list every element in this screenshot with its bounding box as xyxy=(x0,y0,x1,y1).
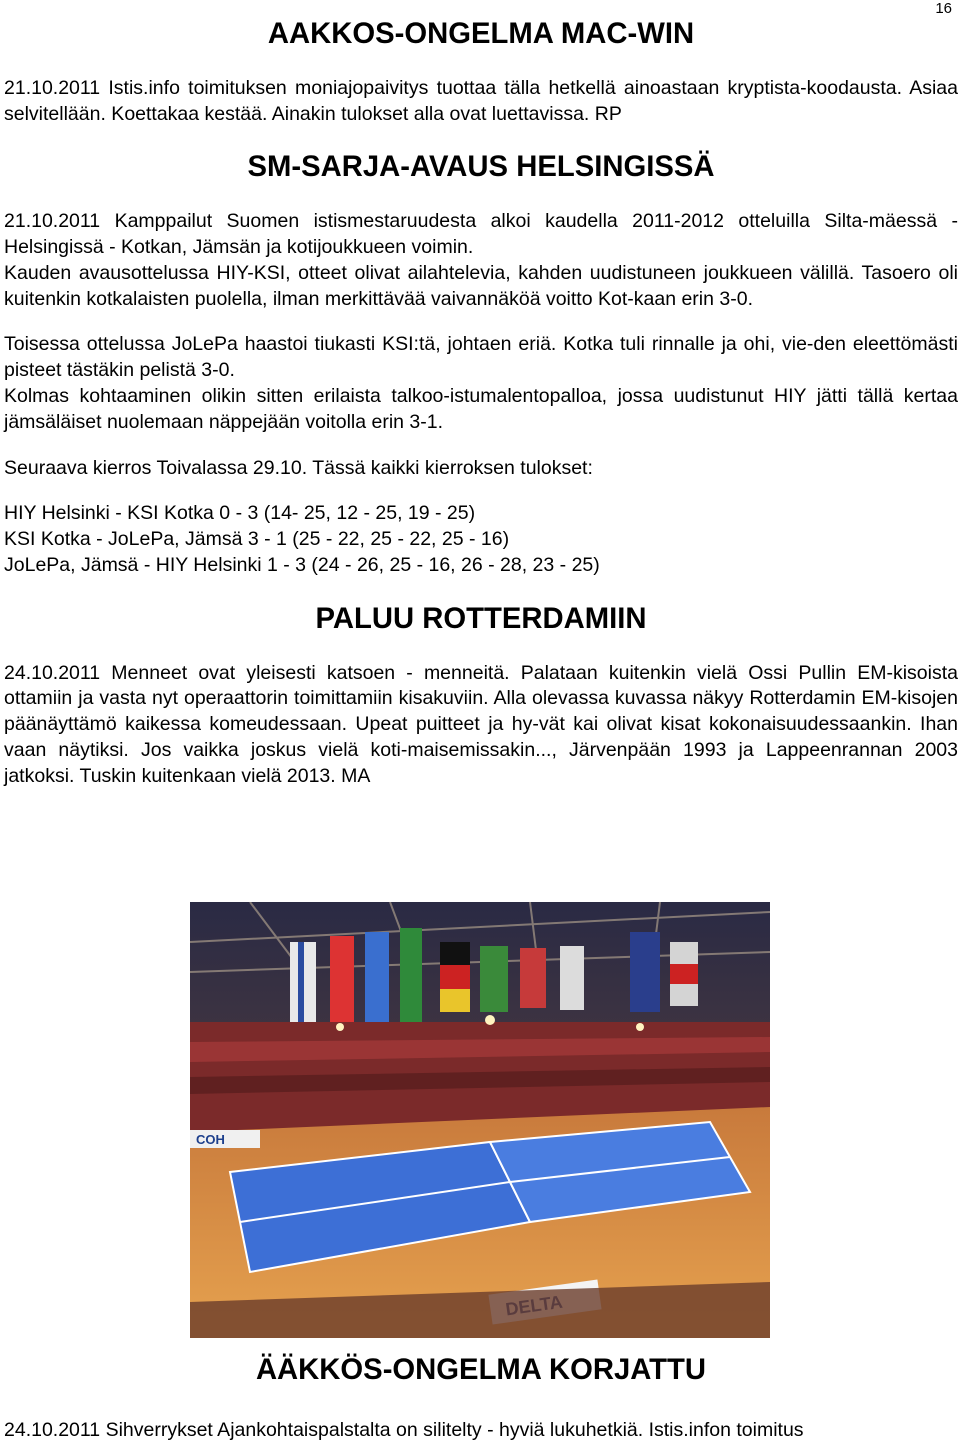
heading-sm-sarja: SM-SARJA-AVAUS HELSINGISSÄ xyxy=(247,151,715,184)
paragraph: 24.10.2011 Sihverrykset Ajankohtaispalstalta on silitelty - hyviä lukuhetkiä. Istis.infon toimitus xyxy=(4,1418,804,1441)
paragraph: 24.10.2011 Menneet ovat yleisesti katsoen - menneitä. Palataan kuitenkin vielä Ossi Pullin EM-kisoista ottamiin ja vasta nyt operaattorin toimittamiin kisakuviin. Alla olevassa kuvassa näkyy Rotterdamin EM-kisojen päänäyttämö kaikessa komeudessaan. Upeat puitteet ja hy-vät kai olivat kisat kokonaisuudessaankin. Ihan vaan näytiksi. Jos vaikka joskus vielä koti-maisemissakin..., Järvenpään 1993 ja Lappeenrannan 2003 jatkoksi. Tuskin kuitenkaan vielä 2013. MA xyxy=(4,661,958,787)
arena-photo xyxy=(190,902,770,1338)
paragraph: 21.10.2011 Kamppailut Suomen istismestaruudesta alkoi kaudella 2011-2012 otteluilla Silta-mäessä - Helsingissä - Kotkan, Jämsän ja kotijoukkueen voimin. xyxy=(4,210,958,258)
result-line: HIY Helsinki - KSI Kotka 0 - 3 (14- 25, 12 - 25, 19 - 25) xyxy=(4,502,476,525)
paragraph: 21.10.2011 Istis.info toimituksen moniajopaivitys tuottaa tälla hetkellä ainoastaan kryptista-koodausta. Asiaa selvitellään. Koettakaa kestää. Ainakin tulokset alla ovat luettavissa. RP xyxy=(4,76,958,125)
section-korjattu xyxy=(4,1354,958,1444)
paragraph: Kauden avausottelussa HIY-KSI, otteet olivat ailahtelevia, kahden uudistuneen joukkueen välillä. Tasoero oli kuitenkin kotkalaisten puolella, ilman merkittävää vaivannäköä voitto Kot-kaan erin 3-0. xyxy=(4,261,958,310)
result-line: KSI Kotka - JoLePa, Jämsä 3 - 1 (25 - 22, 25 - 22, 25 - 16) xyxy=(4,528,510,551)
svg-text:COH: COH xyxy=(196,1132,225,1147)
result-line: JoLePa, Jämsä - HIY Helsinki 1 - 3 (24 - 26, 25 - 16, 26 - 28, 23 - 25) xyxy=(4,553,600,576)
paragraph: Toisessa ottelussa JoLePa haastoi tiukasti KSI:tä, johtaen eriä. Kotka tuli rinnalle ja ohi, vie-den eleettömästi pisteet tästäkin pelistä 3-0. xyxy=(4,333,958,382)
heading-aakkos-ongelma: AAKKOS-ONGELMA MAC-WIN xyxy=(267,18,695,50)
heading-aakkos-ongelma-korjattu: ÄÄKKÖS-ONGELMA KORJATTU xyxy=(255,1354,707,1386)
paragraph: Kolmas kohtaaminen olikin sitten erilaista talkoo-istumalentopalloa, jossa uudistunut HIY jätti tällä kertaa jämsäläiset nuolemaan näppejään voitolla erin 3-1. xyxy=(4,384,958,433)
document-body xyxy=(4,16,958,790)
page-number: 16 xyxy=(935,0,952,17)
heading-paluu-rotterdamiin: PALUU ROTTERDAMIIN xyxy=(315,602,647,635)
paragraph: Seuraava kierros Toivalassa 29.10. Tässä kaikki kierroksen tulokset: xyxy=(4,456,593,479)
